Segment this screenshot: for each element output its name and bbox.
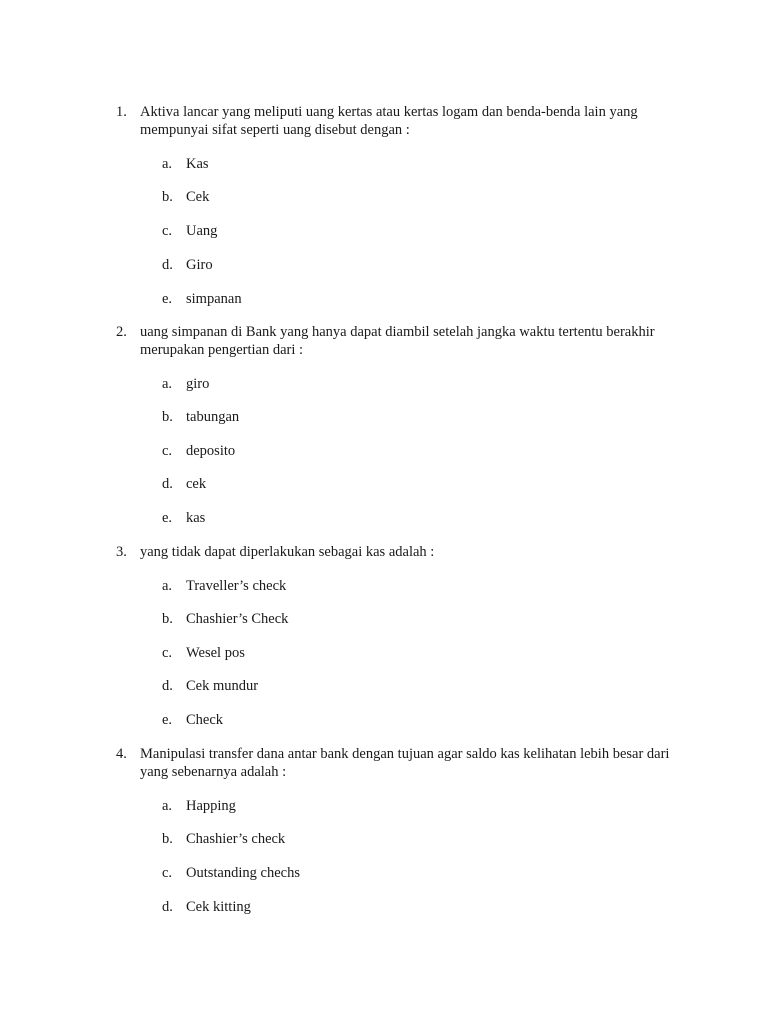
option-text: Cek [186, 189, 210, 205]
option-letter: a. [162, 376, 173, 392]
option-letter: d. [162, 899, 173, 915]
option-text: deposito [186, 443, 236, 459]
option-letter: c. [162, 865, 173, 881]
option-text: cek [186, 476, 207, 492]
option-letter: b. [162, 611, 173, 627]
option-letter: d. [162, 678, 173, 694]
option-letter: b. [162, 831, 173, 847]
question-number: 1. [116, 104, 127, 120]
question-number: 3. [116, 544, 127, 560]
option-letter: d. [162, 257, 173, 273]
option-letter: a. [162, 156, 173, 172]
question-text: Aktiva lancar yang meliputi uang kertas atau kertas logam dan benda-benda lain yang mempunyai sifat seperti uang disebut dengan : [140, 104, 638, 138]
option-text: Wesel pos [186, 645, 245, 661]
option-letter: d. [162, 476, 173, 492]
question-text: Manipulasi transfer dana antar bank dengan tujuan agar saldo kas kelihatan lebih besar dari yang sebenarnya adalah : [140, 746, 670, 780]
option-letter: e. [162, 291, 173, 307]
option-letter: a. [162, 798, 173, 814]
option-letter: c. [162, 645, 173, 661]
option-text: Giro [186, 257, 213, 273]
option-text: Chashier’s Check [186, 611, 289, 627]
question-text: yang tidak dapat diperlakukan sebagai kas adalah : [140, 544, 435, 560]
option-text: Happing [186, 798, 236, 814]
option-text: Cek mundur [186, 678, 259, 694]
option-letter: b. [162, 189, 173, 205]
option-text: kas [186, 510, 206, 526]
option-text: Chashier’s check [186, 831, 286, 847]
option-letter: c. [162, 223, 173, 239]
option-text: Traveller’s check [186, 578, 287, 594]
option-text: Check [186, 712, 224, 728]
option-text: simpanan [186, 291, 242, 307]
option-letter: a. [162, 578, 173, 594]
option-text: Kas [186, 156, 209, 172]
option-letter: b. [162, 409, 173, 425]
option-text: Uang [186, 223, 218, 239]
question-number: 2. [116, 324, 127, 340]
option-letter: e. [162, 712, 173, 728]
option-text: tabungan [186, 409, 240, 425]
option-letter: e. [162, 510, 173, 526]
option-text: Outstanding chechs [186, 865, 300, 881]
option-text: giro [186, 376, 210, 392]
question-number: 4. [116, 746, 127, 762]
option-letter: c. [162, 443, 173, 459]
option-text: Cek kitting [186, 899, 251, 915]
question-text: uang simpanan di Bank yang hanya dapat diambil setelah jangka waktu tertentu berakhir merupakan pengertian dari : [140, 324, 655, 358]
